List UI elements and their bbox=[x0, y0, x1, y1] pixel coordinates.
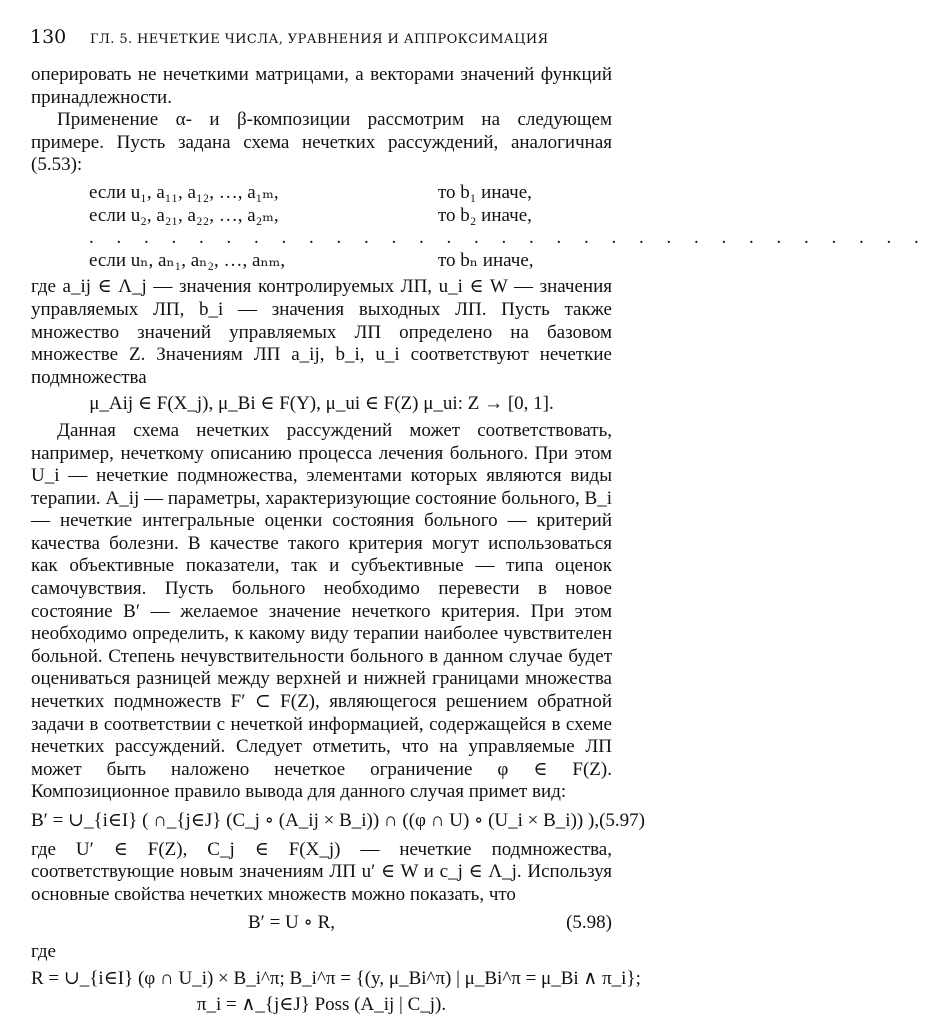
scheme-row-2 bbox=[31, 205, 612, 228]
scheme-row-1 bbox=[31, 182, 612, 205]
equation-5-98 bbox=[31, 912, 612, 935]
paragraph-5: где U′ ∈ F(Z), C_j ∈ F(X_j) — нечеткие подмножества, соответствующие новым значениям ЛП u′ ∈ W и c_j ∈ Λ_j. Используя основные свойства нечетких множеств можно показать, что bbox=[31, 838, 612, 905]
equation-5-97 bbox=[31, 810, 645, 833]
equation-5-98-body: B′ = U ∘ R, bbox=[247, 912, 335, 934]
scheme-row-1-conclusion: то b₁ иначе, bbox=[438, 181, 532, 203]
reasoning-scheme bbox=[31, 181, 928, 272]
membership-formula: μ_Aij ∈ F(X_j), μ_Bi ∈ F(Y), μ_ui ∈ F(Z) μ_ui: Z → [0, 1]. bbox=[89, 393, 554, 415]
text-body bbox=[31, 64, 928, 1021]
page-number: 130 bbox=[30, 26, 67, 48]
paragraph-6: где bbox=[31, 940, 56, 962]
scheme-row-n bbox=[31, 250, 612, 273]
r-definition-formula: R = ∪_{i∈I} (φ ∩ U_i) × B_i^π; B_i^π = {(y, μ_Bi^π) | μ_Bi^π = μ_Bi ∧ π_i}; bbox=[31, 967, 641, 989]
paragraph-1: оперировать не нечеткими матрицами, а векторами значений функций принадлежности. bbox=[31, 64, 612, 108]
pi-definition-formula: π_i = ∧_{j∈J} Poss (A_ij | C_j). bbox=[196, 994, 447, 1016]
scheme-row-2-conclusion: то b₂ иначе, bbox=[438, 204, 532, 226]
scheme-row-n-conclusion: то bₙ иначе, bbox=[438, 249, 534, 271]
scheme-row-1-condition: если u₁, a₁₁, a₁₂, …, a₁ₘ, bbox=[89, 181, 279, 203]
paragraph-3: где a_ij ∈ Λ_j — значения контролируемых ЛП, u_i ∈ W — значения управляемых ЛП, b_i — значения выходных ЛП. Пусть также множество значений управляемых ЛП определено на базовом множестве Z. Значениям ЛП a_ij, b_i, u_i соответствуют нечеткие подмножества bbox=[31, 276, 612, 388]
equation-5-97-body: B′ = ∪_{i∈I} ( ∩_{j∈J} (C_j ∘ (A_ij × B_i)) ∩ ((φ ∩ U) ∘ (U_i × B_i)) ), bbox=[31, 810, 600, 831]
running-title: ГЛ. 5. НЕЧЕТКИЕ ЧИСЛА, УРАВНЕНИЯ И АППРОКСИМАЦИЯ bbox=[90, 32, 549, 47]
equation-5-97-number: (5.97) bbox=[599, 810, 645, 831]
scheme-row-2-condition: если u₂, a₂₁, a₂₂, …, a₂ₘ, bbox=[89, 204, 279, 226]
scheme-ellipsis-row: . . . . . . . . . . . . . . . . . . . . . . . . . . . . . . . bbox=[89, 227, 928, 249]
paragraph-4: Данная схема нечетких рассуждений может соответствовать, например, нечеткому описанию процесса лечения больного. При этом U_i — нечеткие подмножества, элементами которых являются виды терапии. A_ij — параметры, характеризующие состояние больного, B_i — нечеткие интегральные оценки состояния больного — критерий качества болезни. В качестве такого критерия могут использоваться как объективные показатели, так и субъективные — типа оценок самочувствия. Пусть больного необходимо перевести в новое состояние B′ — желаемое значение нечеткого критерия. При этом необходимо определить, к какому виду терапии наиболее чувствителен больной. Степень нечувствительности больного в данном случае будет оцениваться разницей между верхней и нижней границами множества нечетких подмножеств F′ ⊂ F(Z), являющегося решением обратной задачи в соответствии с нечеткой информацией, содержащейся в схеме нечетких рассуждений. Следует отметить, что на управляемые ЛП может быть наложено нечеткое ограничение φ ∈ F(Z). Композиционное правило вывода для данного случая примет вид: bbox=[31, 419, 612, 803]
page-header bbox=[30, 26, 620, 48]
equation-5-98-number: (5.98) bbox=[566, 912, 612, 934]
paragraph-2: Применение α- и β-композиции рассмотрим на следующем примере. Пусть задана схема нечетких рассуждений, аналогичная (5.53): bbox=[31, 109, 612, 176]
scheme-row-n-condition: если uₙ, aₙ₁, aₙ₂, …, aₙₘ, bbox=[89, 249, 286, 271]
